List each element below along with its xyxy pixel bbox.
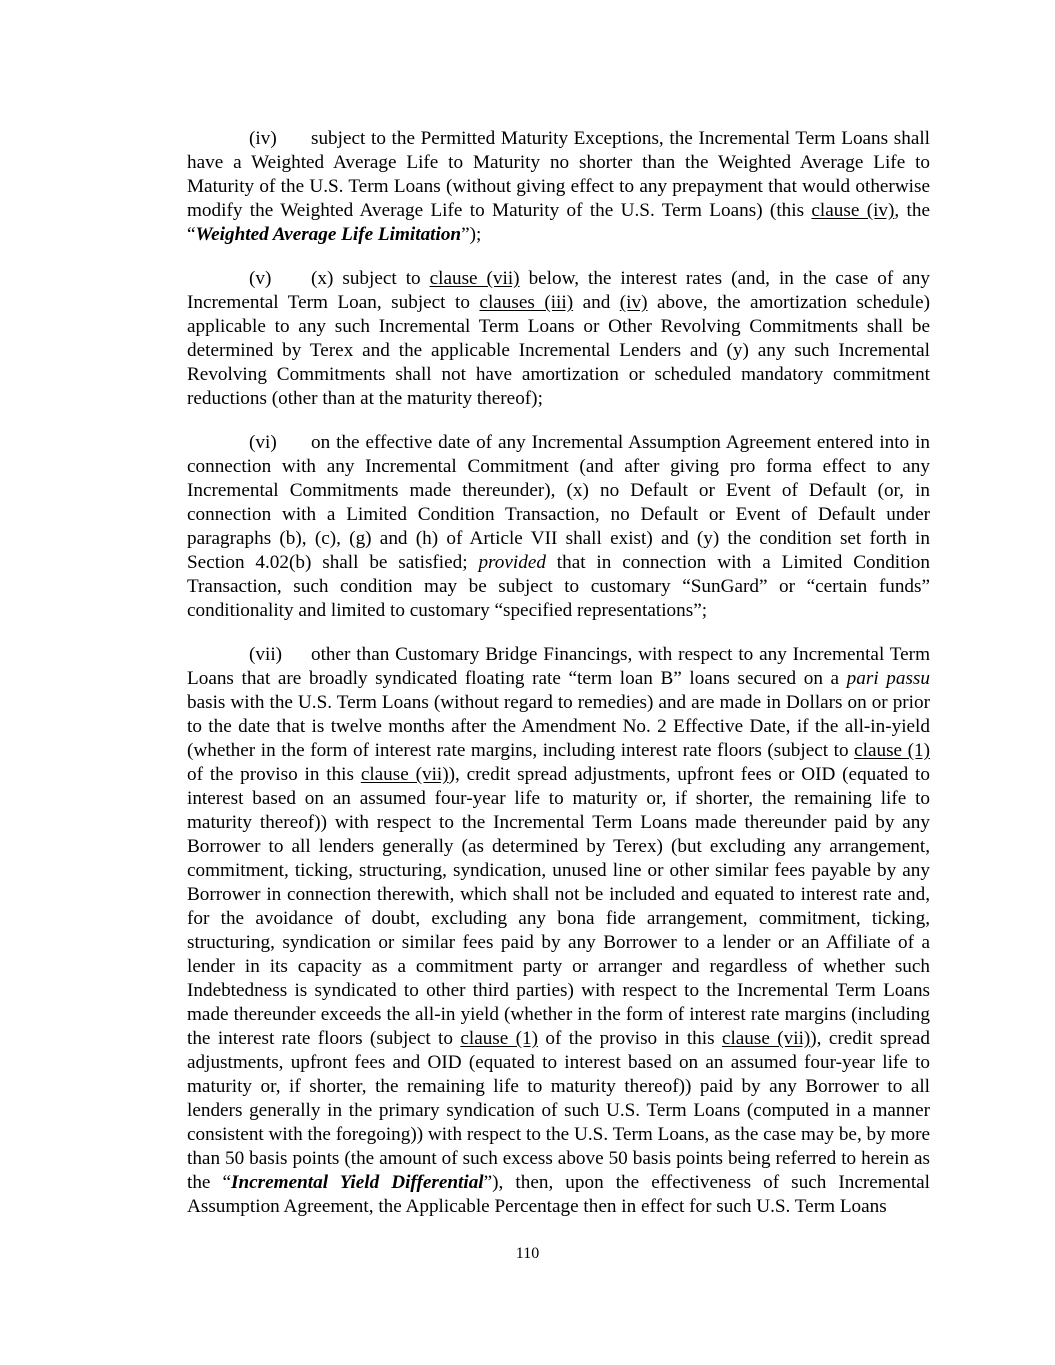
italic-term: pari passu bbox=[846, 668, 930, 689]
text-run: on the effective date of any Incremental Assumption Agreement entered into in connection with any Incremental Commitment (and after giving pro forma effect to any Incremental Commitments made thereunder), (x) no Default or Event of Default (or, in connection with a Limited Condition Transaction, no Default or Event of Default under paragraphs (b), (c), (g) and (h) of Article VII shall exist) and (y) the condition set forth in Section 4.02(b) shall be satisfied; bbox=[187, 432, 930, 573]
clause-reference: clause (vii) bbox=[360, 764, 449, 785]
clause-vi-paragraph bbox=[187, 431, 930, 623]
clause-reference: clause (1) bbox=[460, 1028, 539, 1049]
italic-term: provided bbox=[478, 552, 546, 573]
clause-number: (iv) bbox=[249, 128, 277, 149]
document-body bbox=[187, 127, 930, 1239]
text-run: basis with the U.S. Term Loans (without regard to remedies) and are made in Dollars on or prior to the date that is twelve months after the Amendment No. 2 Effective Date, if the all-in-yield (whether in the form of interest rate margins, including interest rate floors (subject to bbox=[187, 692, 930, 761]
text-run: and bbox=[573, 292, 620, 313]
clause-reference: (iv) bbox=[619, 292, 648, 313]
text-run: above, the amortization schedule) applicable to any such Incremental Term Loans or Other Revolving Commitments shall be determined by Terex and the applicable Incremental Lenders and (y) any such Incremental Revolving Commitments shall not have amortization or scheduled mandatory commitment reductions (other than at the maturity thereof); bbox=[187, 292, 930, 409]
clause-vii-paragraph bbox=[187, 643, 930, 1219]
text-run: of the proviso in this bbox=[538, 1028, 722, 1049]
clause-reference: clause (vii) bbox=[721, 1028, 811, 1049]
text-run: (x) subject to bbox=[311, 268, 430, 289]
text-run: ), credit spread adjustments, upfront fees or OID (equated to interest based on an assumed four-year life to maturity or, if shorter, the remaining life to maturity thereof)) with respect to the Incremental Term Loans made thereunder paid by any Borrower to all lenders generally (as determined by Terex) (but excluding any arrangement, commitment, ticking, structuring, syndication, unused line or other similar fees payable by any Borrower in connection therewith, which shall not be included and equated to interest rate and, for the avoidance of doubt, excluding any bona fide arrangement, commitment, ticking, structuring, syndication or similar fees paid by any Borrower to a lender or an Affiliate of a lender in its capacity as a commitment party or arranger and regardless of whether such Indebtedness is syndicated to other third parties) with respect to the Incremental Term Loans made thereunder exceeds the all-in yield (whether in the form of interest rate margins (including the interest rate floors (subject to bbox=[187, 764, 930, 1049]
page-number: 110 bbox=[515, 1245, 540, 1262]
defined-term: Weighted Average Life Limitation bbox=[195, 224, 462, 245]
clause-iv-paragraph bbox=[187, 127, 930, 247]
clause-number: (v) bbox=[249, 268, 272, 289]
defined-term: Incremental Yield Differential bbox=[231, 1172, 484, 1193]
text-run: other than Customary Bridge Financings, with respect to any Incremental Term Loans that are broadly syndicated floating rate “term loan B” loans secured on a bbox=[187, 644, 930, 689]
clause-reference: clause (vii) bbox=[429, 268, 520, 289]
text-run: subject to the Permitted Maturity Exceptions, the Incremental Term Loans shall have a Weighted Average Life to Maturity no shorter than the Weighted Average Life to Maturity of the U.S. Term Loans (without giving effect to any prepayment that would otherwise modify the Weighted Average Life to Maturity of the U.S. Term Loans) (this bbox=[187, 128, 930, 221]
text-run: below, the interest rates (and, in the case of any Incremental Term Loan, subject to bbox=[187, 268, 930, 313]
text-run: that in connection with a Limited Condition Transaction, such condition may be subject to customary “SunGard” or “certain funds” conditionality and limited to customary “specified representations”; bbox=[187, 552, 930, 621]
text-run: ”); bbox=[461, 224, 482, 245]
text-run: of the proviso in this bbox=[187, 764, 361, 785]
clause-reference: clause (1) bbox=[854, 740, 930, 761]
text-run: ), credit spread adjustments, upfront fees and OID (equated to interest based on an assumed four-year life to maturity or, if shorter, the remaining life to maturity thereof)) paid by any Borrower to all lenders generally in the primary syndication of such U.S. Term Loans (computed in a manner consistent with the foregoing)) with respect to the U.S. Term Loans, as the case may be, by more than 50 basis points (the amount of such excess above 50 basis points being referred to herein as the “ bbox=[187, 1028, 930, 1193]
text-run: , the “ bbox=[187, 200, 930, 245]
text-run: ”), then, upon the effectiveness of such Incremental Assumption Agreement, the Applicable Percentage then in effect for such U.S. Term Loans bbox=[187, 1172, 930, 1217]
clause-number: (vii) bbox=[249, 644, 283, 665]
clause-number: (vi) bbox=[249, 432, 277, 453]
clause-reference: clause (iv) bbox=[811, 200, 895, 221]
clause-reference: clauses (iii) bbox=[479, 292, 574, 313]
clause-v-paragraph bbox=[187, 267, 930, 411]
